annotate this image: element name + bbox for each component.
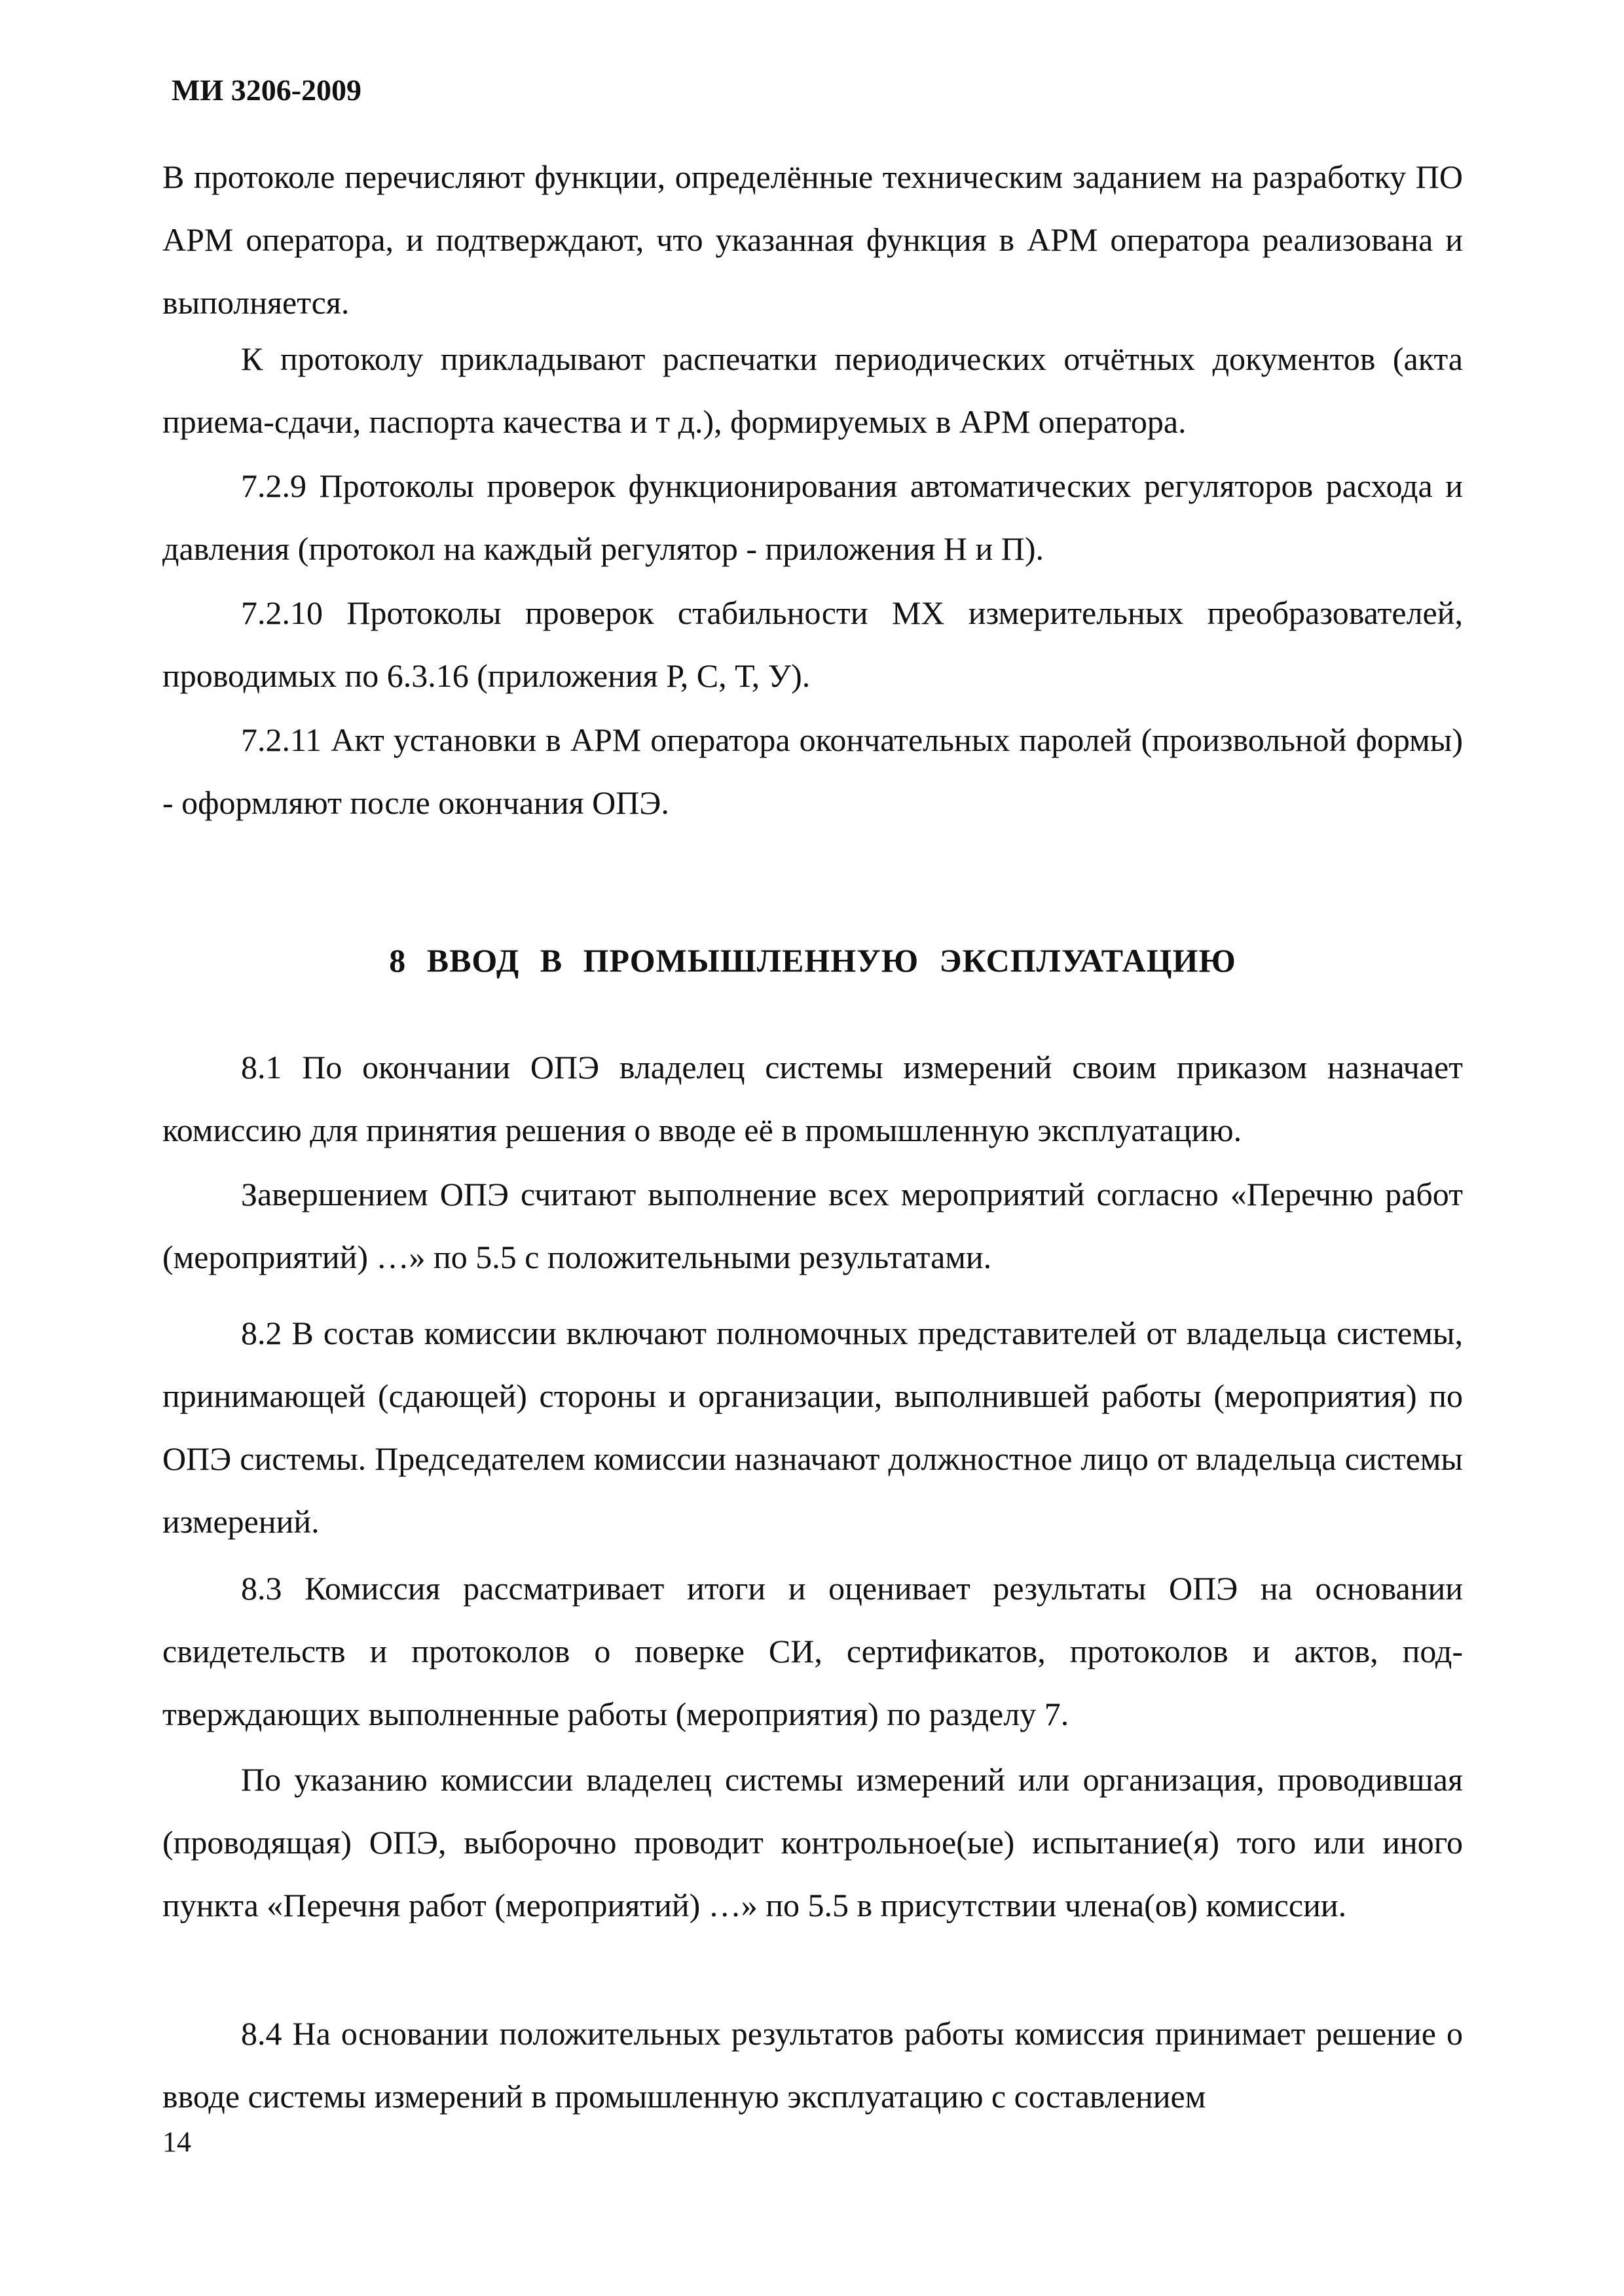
paragraph-protocol-functions: В протоколе перечисляют функции, определённые техническим заданием на разработку ПО АРМ оператора, и подтверждают, что указанная функция в АРМ оператора реализована и выполняется. bbox=[162, 158, 1463, 321]
paragraph-7-2-10: 7.2.10 Протоколы проверок стабильности МХ измерительных преобразователей, проводимых по 6.3.16 (приложения Р, С, Т, У). bbox=[162, 594, 1463, 694]
section-title-8: 8 ВВОД В ПРОМЫШЛЕННУЮ ЭКСПЛУАТАЦИЮ bbox=[389, 942, 1236, 979]
paragraph-7-2-11: 7.2.11 Акт установки в АРМ оператора окончательных паролей (произвольной формы) - оформляют после окончания ОПЭ. bbox=[162, 721, 1463, 821]
paragraph-8-3: 8.3 Комиссия рассматривает итоги и оценивает результаты ОПЭ на основании свидетельств и протоколов о поверке СИ, сертификатов, протоколов и актов, подтверждающих выполненные работы (мероприятия) по разделу 7. bbox=[162, 1570, 1463, 1732]
paragraph-7-2-9: 7.2.9 Протоколы проверок функционирования автоматических регуляторов расхода и давления (протокол на каждый регулятор - приложения Н и П). bbox=[162, 467, 1463, 567]
paragraph-commission-instruction: По указанию комиссии владелец системы измерений или организация, проводившая (проводящая) ОПЭ, выборочно проводит контрольное(ые) испытание(я) того или иного пункта «Перечня работ (мероприятий) …» по 5.5 в присутствии члена(ов) комиссии. bbox=[162, 1761, 1463, 1923]
paragraph-ope-completion: Завершением ОПЭ считают выполнение всех мероприятий согласно «Перечню работ (мероприятий) …» по 5.5 с положительными результатами. bbox=[162, 1176, 1463, 1275]
paragraph-8-4: 8.4 На основании положительных результатов работы комиссия принимает решение о вводе системы измерений в промышленную эксплуатацию с составлением bbox=[162, 2015, 1463, 2115]
paragraph-8-2: 8.2 В состав комиссии включают полномочных представителей от владельца системы, принимающей (сдающей) стороны и организации, выполнившей работы (мероприятия) по ОПЭ системы. Председателем комиссии назначают должностное лицо от владельца системы измерений. bbox=[162, 1315, 1463, 1540]
document-code-header: МИ 3206-2009 bbox=[172, 73, 362, 107]
paragraph-8-1: 8.1 По окончании ОПЭ владелец системы измерений своим приказом назначает комиссию для принятия решения о вводе её в промышленную эксплуатацию. bbox=[162, 1049, 1463, 1148]
page-number: 14 bbox=[162, 2126, 191, 2158]
paragraph-report-printouts: К протоколу прикладывают распечатки периодических отчётных документов (акта приема-сдачи, паспорта качества и т д.), формируемых в АРМ оператора. bbox=[162, 340, 1463, 440]
